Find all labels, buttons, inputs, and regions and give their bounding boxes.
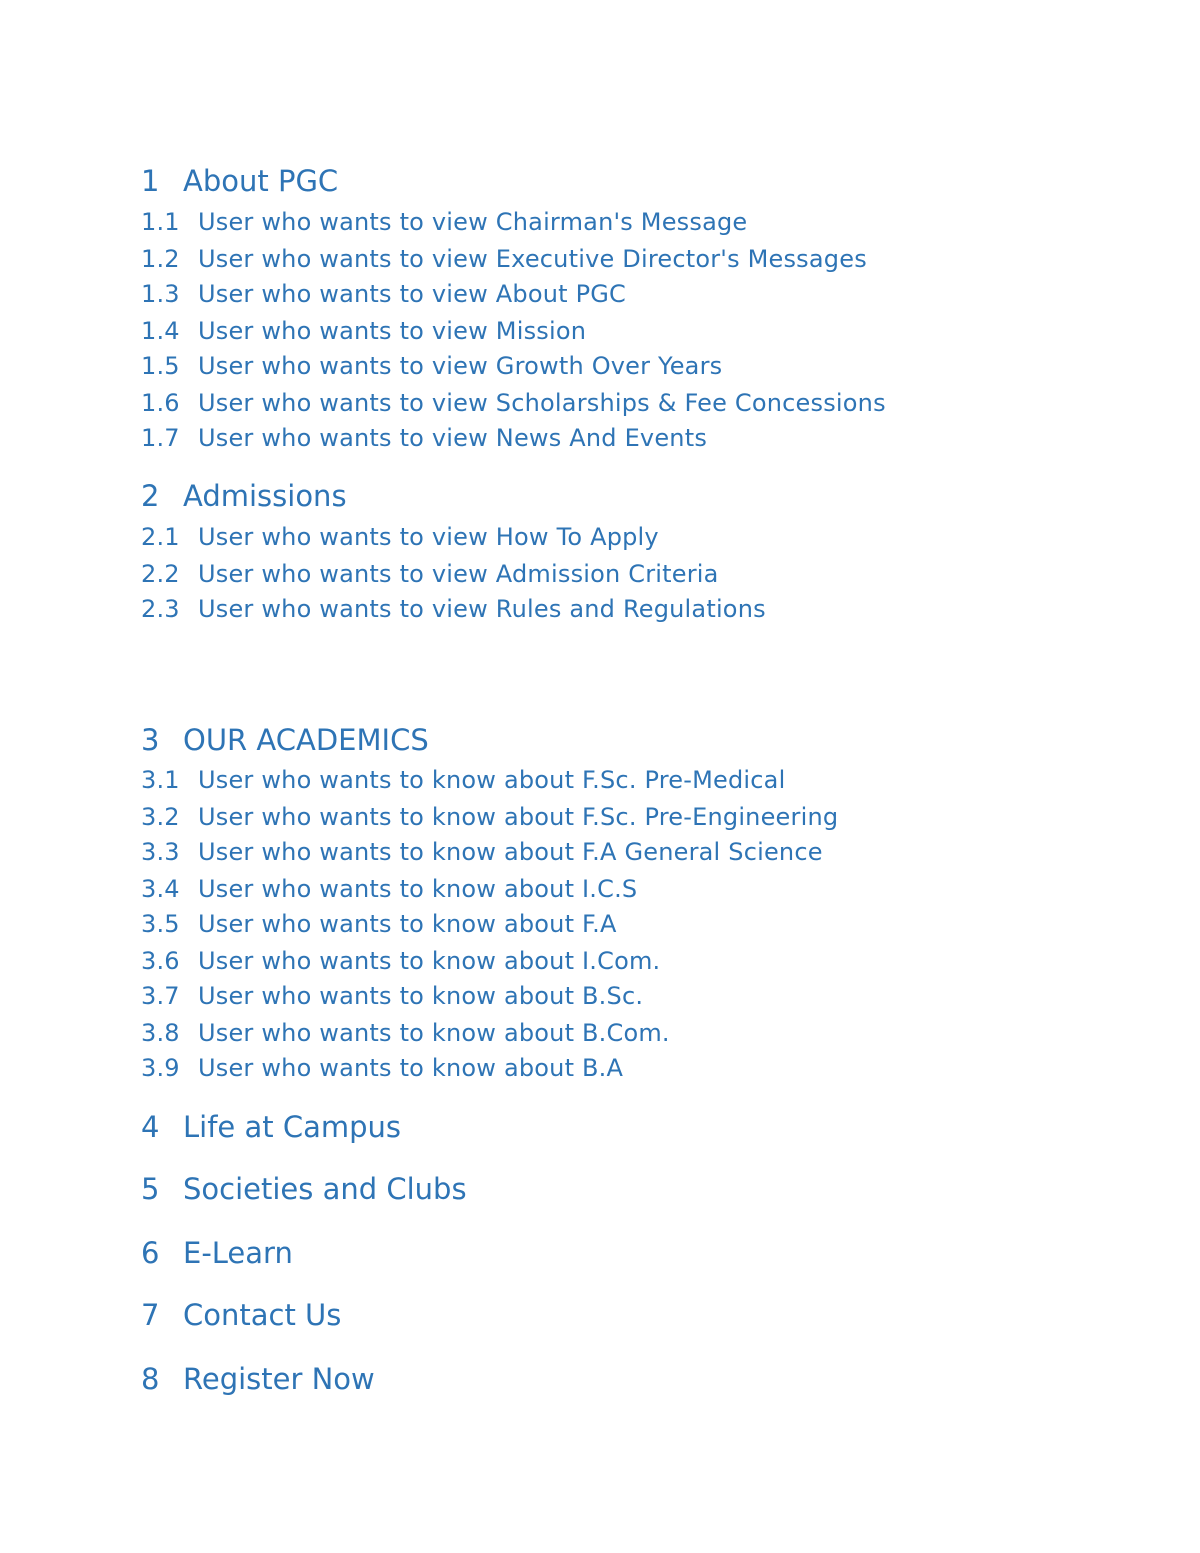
- section-title: Life at Campus: [183, 1110, 402, 1144]
- item-title: User who wants to view Scholarships & Fee Concessions: [198, 389, 886, 417]
- item-title: User who wants to know about B.Sc.: [198, 982, 644, 1010]
- item-number: 3.6: [141, 947, 180, 975]
- section-title: About PGC: [183, 164, 339, 198]
- toc-item: [141, 949, 660, 973]
- toc-item: [141, 1056, 623, 1080]
- section-title: Admissions: [183, 479, 347, 513]
- item-title: User who wants to know about I.C.S: [198, 875, 638, 903]
- toc-item: [141, 877, 637, 901]
- section-number: 5: [141, 1172, 160, 1206]
- item-title: User who wants to know about F.A General Science: [198, 838, 823, 866]
- section-title: Societies and Clubs: [183, 1172, 467, 1206]
- item-title: User who wants to view News And Events: [198, 424, 708, 452]
- item-title: User who wants to view Growth Over Years: [198, 352, 723, 380]
- toc-item: [141, 319, 586, 343]
- item-title: User who wants to view Mission: [198, 317, 587, 345]
- section-title: OUR ACADEMICS: [183, 723, 429, 757]
- section-number: 3: [141, 723, 160, 757]
- toc-item: [141, 562, 719, 586]
- item-title: User who wants to know about F.Sc. Pre-Medical: [198, 766, 786, 794]
- toc-item: [141, 210, 747, 234]
- toc-item: [141, 282, 626, 306]
- item-number: 1.7: [141, 424, 180, 452]
- item-number: 3.8: [141, 1019, 180, 1047]
- section-number: 4: [141, 1110, 160, 1144]
- section-number: 2: [141, 479, 160, 513]
- item-title: User who wants to know about I.Com.: [198, 947, 661, 975]
- section-number: 7: [141, 1298, 160, 1332]
- section-title: Contact Us: [183, 1298, 342, 1332]
- toc-heading-register-now: [141, 1362, 375, 1396]
- toc-item: [141, 984, 643, 1008]
- item-number: 3.1: [141, 766, 180, 794]
- item-number: 1.2: [141, 245, 180, 273]
- item-title: User who wants to view How To Apply: [198, 523, 659, 551]
- item-title: User who wants to know about F.A: [198, 910, 617, 938]
- toc-heading-e-learn: [141, 1236, 293, 1270]
- item-number: 2.1: [141, 523, 180, 551]
- item-number: 2.2: [141, 560, 180, 588]
- item-number: 2.3: [141, 595, 180, 623]
- toc-item: [141, 768, 785, 792]
- item-title: User who wants to view Executive Director's Messages: [198, 245, 867, 273]
- toc-heading-admissions: [141, 479, 347, 513]
- toc-item: [141, 247, 867, 271]
- toc-item: [141, 354, 722, 378]
- section-number: 6: [141, 1236, 160, 1270]
- section-number: 1: [141, 164, 160, 198]
- item-number: 3.3: [141, 838, 180, 866]
- item-title: User who wants to know about B.Com.: [198, 1019, 670, 1047]
- item-number: 3.5: [141, 910, 180, 938]
- toc-item: [141, 525, 659, 549]
- item-number: 3.2: [141, 803, 180, 831]
- toc-item: [141, 597, 766, 621]
- item-number: 1.5: [141, 352, 180, 380]
- item-title: User who wants to know about F.Sc. Pre-Engineering: [198, 803, 839, 831]
- toc-item: [141, 840, 823, 864]
- item-number: 1.6: [141, 389, 180, 417]
- item-title: User who wants to view About PGC: [198, 280, 627, 308]
- toc-item: [141, 912, 617, 936]
- toc-heading-life-at-campus: [141, 1110, 402, 1144]
- item-number: 1.1: [141, 208, 180, 236]
- section-number: 8: [141, 1362, 160, 1396]
- item-number: 3.4: [141, 875, 180, 903]
- item-number: 3.7: [141, 982, 180, 1010]
- item-number: 1.4: [141, 317, 180, 345]
- toc-item: [141, 391, 886, 415]
- item-number: 3.9: [141, 1054, 180, 1082]
- item-title: User who wants to view Chairman's Message: [198, 208, 748, 236]
- toc-item: [141, 805, 838, 829]
- toc-heading-contact-us: [141, 1298, 342, 1332]
- item-number: 1.3: [141, 280, 180, 308]
- toc-heading-about-pgc: [141, 164, 339, 198]
- toc-item: [141, 426, 707, 450]
- toc-heading-our-academics: [141, 723, 429, 757]
- item-title: User who wants to know about B.A: [198, 1054, 624, 1082]
- toc-item: [141, 1021, 670, 1045]
- section-title: E-Learn: [183, 1236, 293, 1270]
- toc-heading-societies-and-clubs: [141, 1172, 467, 1206]
- section-title: Register Now: [183, 1362, 375, 1396]
- item-title: User who wants to view Rules and Regulations: [198, 595, 766, 623]
- item-title: User who wants to view Admission Criteria: [198, 560, 719, 588]
